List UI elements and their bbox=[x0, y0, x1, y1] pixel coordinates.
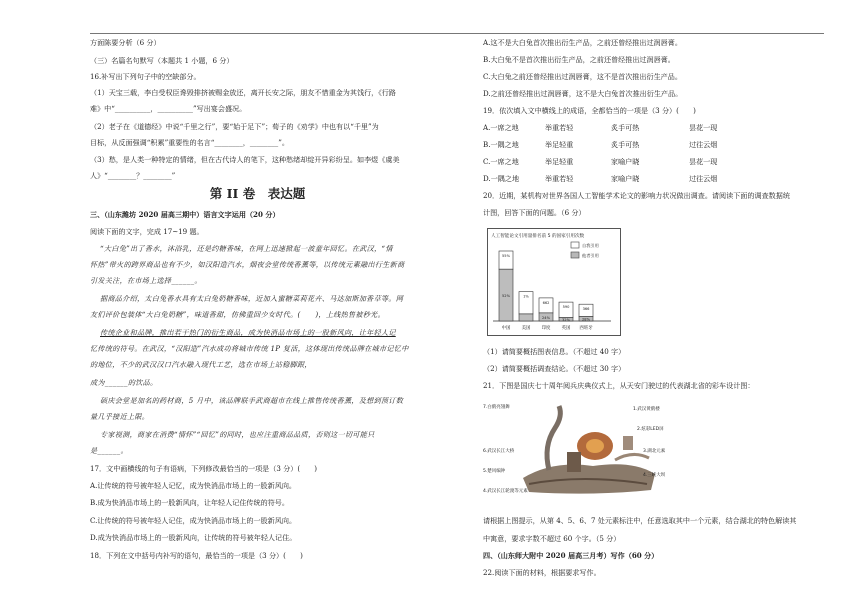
question-20-cont: 计图，回答下面的问题。（6 分） bbox=[483, 208, 586, 217]
q19-cell: 家喻户晓 bbox=[611, 157, 640, 166]
text-line: （1）天宝三载，李白受权臣谗毁排挤被赐金放还，离开长安之际，朋友不惜重金为其饯行，《行路 bbox=[90, 88, 396, 97]
tick-label: 英国 bbox=[561, 326, 571, 331]
legend-label: 自我引用 bbox=[582, 243, 599, 248]
q19-cell: 举足轻重 bbox=[545, 157, 574, 166]
q20-sub-2: （2）请简要概括调查结论。（不超过 30 字） bbox=[483, 364, 626, 373]
float-drawing bbox=[483, 400, 673, 500]
data-label: 32% bbox=[562, 318, 570, 323]
question-18: 18．下列在文中括号内补写的语句，最恰当的一项是（3 分）( ) bbox=[90, 551, 303, 560]
data-label: 1% bbox=[523, 294, 529, 299]
q19-cell: 家喻户晓 bbox=[611, 174, 640, 183]
tick-label: 中国 bbox=[501, 326, 511, 331]
q17-option-d: D.成为快消品市场上的一股新风向，让传统的符号被年轻人记住。 bbox=[90, 533, 297, 542]
q18-option-a: A.这不是大白兔首次推出衍生产品，之前还曾经推出过润唇膏。 bbox=[483, 38, 682, 47]
passage-line: 专家视测，商家在消费“情怀”“回忆”的同时，也应注重商品品质，否则这一切可能只 bbox=[100, 430, 375, 439]
passage-line: 的地位，不少的武汉汉口汽水融入现代工艺，选在市场上站稳脚跟， bbox=[90, 360, 312, 369]
q19-cell: 昙花一现 bbox=[689, 157, 718, 166]
text-line: 16.补写出下列句子中的空缺部分。 bbox=[90, 72, 201, 81]
intro-line: 阅读下面的文字，完成 17~19 题。 bbox=[90, 227, 204, 236]
passage-line: “大白兔”出了香水，沐浴乳，还是约糖香味，在网上迅速掀起一波童年回忆。在武汉，“情 bbox=[100, 244, 393, 253]
q18-option-d: D.之前还曾经推出过润唇膏，这不是大白兔首次推出衍生产品。 bbox=[483, 89, 683, 98]
q20-sub-1: （1）请简要概括图表信息。（不超过 40 字） bbox=[483, 347, 626, 356]
legend-swatch-other bbox=[571, 252, 579, 258]
q21-instruction-cont: 中寓意，要求字数不超过 60 个字。（5 分） bbox=[483, 534, 621, 543]
text-line: 方面陈要分析（6 分） bbox=[90, 38, 161, 47]
q19-cell: D.一隅之地 bbox=[483, 174, 520, 183]
fig-label: 5.楚风编钟 bbox=[483, 469, 506, 474]
chart-title: 人工智能论文引用量排名前 5 的国家引用次数 bbox=[491, 234, 585, 239]
data-label: 24% bbox=[542, 315, 550, 320]
q19-cell: 过往云烟 bbox=[689, 174, 718, 183]
float-body-shape bbox=[523, 406, 655, 494]
q17-option-b: B.成为快消品市场上的一股新风向，让年轻人记住传统的符号。 bbox=[90, 498, 289, 507]
text-line: 人》“________？________” bbox=[90, 171, 176, 180]
q19-cell: A.一席之地 bbox=[483, 123, 519, 132]
q19-cell: B.一隅之地 bbox=[483, 140, 519, 149]
q19-cell: C.一席之地 bbox=[483, 157, 519, 166]
volume-title: 第 II 卷 表达题 bbox=[209, 186, 306, 201]
fig-label: 4.三峡大坝 bbox=[643, 473, 666, 478]
tick-label: 美国 bbox=[521, 326, 531, 331]
legend-label: 他者引用 bbox=[582, 253, 599, 258]
q19-cell: 炙手可热 bbox=[611, 140, 640, 149]
tick-label: 西班牙 bbox=[579, 326, 593, 331]
q18-option-c: C.大白兔之前还曾经推出过润唇膏，这不是首次推出衍生产品。 bbox=[483, 72, 682, 81]
q19-cell: 过往云烟 bbox=[689, 140, 718, 149]
q18-option-b: B.大白兔不是首次推出衍生产品，之前还曾经推出过润唇膏。 bbox=[483, 55, 675, 64]
passage-line: 成为______的饮品。 bbox=[90, 378, 158, 387]
parade-float-illustration bbox=[483, 400, 673, 500]
section-heading: 三、（山东潍坊 2020 届高三期中）语言文字运用（20 分） bbox=[90, 210, 280, 219]
passage-line: 是______。 bbox=[90, 446, 128, 455]
data-label: 590 bbox=[562, 305, 570, 310]
q17-option-c: C.让传统的符号被年轻人记住，成为快消品市场上的一股新风向。 bbox=[90, 516, 297, 525]
q19-cell: 昙花一现 bbox=[689, 123, 718, 132]
passage-line: 忆传统的符号。在武汉，“汉阳造”汽水成功将城市传统 1P 复活，这体现出传统品牌在城市记忆中 bbox=[90, 344, 409, 353]
passage-line-underlined: 传统企业和品牌，推出若干热门的衍生商品，成为快消品市场上的一股新风向，让年轻人记 bbox=[100, 328, 396, 337]
question-22: 22.阅读下面的材料，根据要求写作。 bbox=[483, 568, 601, 577]
q19-cell: 举重若轻 bbox=[545, 174, 574, 183]
question-17: 17．文中画横线的句子有语病，下列修改最恰当的一项是（3 分）( ) bbox=[90, 464, 318, 473]
data-label: 366 bbox=[582, 307, 590, 312]
passage-line: 友们评价包装体“大白兔奶糖”，味道香甜，仿佛重回少女时代。( )，上线热售被秒光。 bbox=[90, 310, 385, 319]
text-line: 目标，从反面强调“积累”重要性的名言“________，________”。 bbox=[90, 138, 289, 147]
q19-cell: 炙手可热 bbox=[611, 123, 640, 132]
passage-line: 据商品介绍，太白兔香水具有太白兔奶糖香味，近加入蜜糖菜莉花卉、马达加斯加香草等。网 bbox=[100, 294, 404, 303]
page-top-rule bbox=[90, 33, 824, 34]
passage-line: 怀热”带火的跨界商品也有不少，如汉阳造汽水，烟夜会堂传统香薰等，以传统元素融出行生新商 bbox=[90, 260, 405, 269]
question-21: 21．下图是国庆七十周年阅兵庆典仪式上，从天安门驶过的代表湖北省的彩车设计图： bbox=[483, 381, 755, 390]
text-line: （3）愁，是人类一种特定的情绪，但在古代诗人的笔下，这种愁绪却绽开异彩纷呈。如李煜《虞美 bbox=[90, 155, 400, 164]
question-19: 19．依次填入文中横线上的成语，全都恰当的一项是（3 分）( ) bbox=[483, 106, 696, 115]
text-line: 难》中“__________，__________”写出宴会盛况。 bbox=[90, 104, 247, 113]
citation-chart bbox=[483, 228, 623, 334]
text-line: （2）老子在《道德经》中说“千里之行”，要“始于足下”；荀子的《劝学》中也有以“千里”为 bbox=[90, 122, 379, 131]
fig-label: 4.武汉长江轮渡等元素 bbox=[483, 489, 528, 494]
bar-other bbox=[519, 314, 533, 321]
data-label: 52% bbox=[502, 294, 510, 299]
passage-line: 硕庆会堂是加名的药材商，5 月中，该品牌联手武商超市在线上推售传统香薰，及想到预订数 bbox=[100, 396, 404, 405]
data-label: 55% bbox=[502, 254, 510, 258]
chart-svg bbox=[483, 228, 623, 334]
fig-label: 1.武汉黄鹤楼 bbox=[633, 407, 660, 412]
q21-instruction: 请根据上图提示，从第 4、5、6、7 处元素标注中，任意选取其中一个元素，结合湖北的特色解读其 bbox=[483, 516, 797, 525]
section-heading: 四、（山东师大附中 2020 届高三月考）写作（60 分） bbox=[483, 551, 659, 560]
fig-label: 6.武汉长江大桥 bbox=[483, 449, 515, 454]
q19-cell: 举重若轻 bbox=[545, 123, 574, 132]
fig-label: 7.白鹤亮翅舞 bbox=[483, 405, 510, 410]
tick-label: 印度 bbox=[541, 326, 551, 331]
fig-label: 3.湖北元素 bbox=[643, 449, 666, 454]
text-line: （三）名篇名句默写（本题共 1 小题，6 分） bbox=[90, 56, 234, 65]
data-label: 28% bbox=[582, 317, 590, 322]
data-label: 662 bbox=[542, 300, 550, 305]
q19-cell: 举足轻重 bbox=[545, 140, 574, 149]
q17-option-a: A.让传统的符号被年轻人记忆，成为快消品市场上的一股新风向。 bbox=[90, 481, 297, 490]
legend-swatch-self bbox=[571, 242, 579, 248]
passage-line: 量几乎接近上限。 bbox=[90, 412, 150, 421]
passage-line: 引发关注，在市场上选择______。 bbox=[90, 276, 202, 285]
question-20: 20．近期，某机构对世界各国人工智能学术论文的影响力状况做出调查。请阅读下面的调查数据统 bbox=[483, 191, 790, 200]
fig-label: 2.炫彩LED屏 bbox=[637, 427, 664, 432]
